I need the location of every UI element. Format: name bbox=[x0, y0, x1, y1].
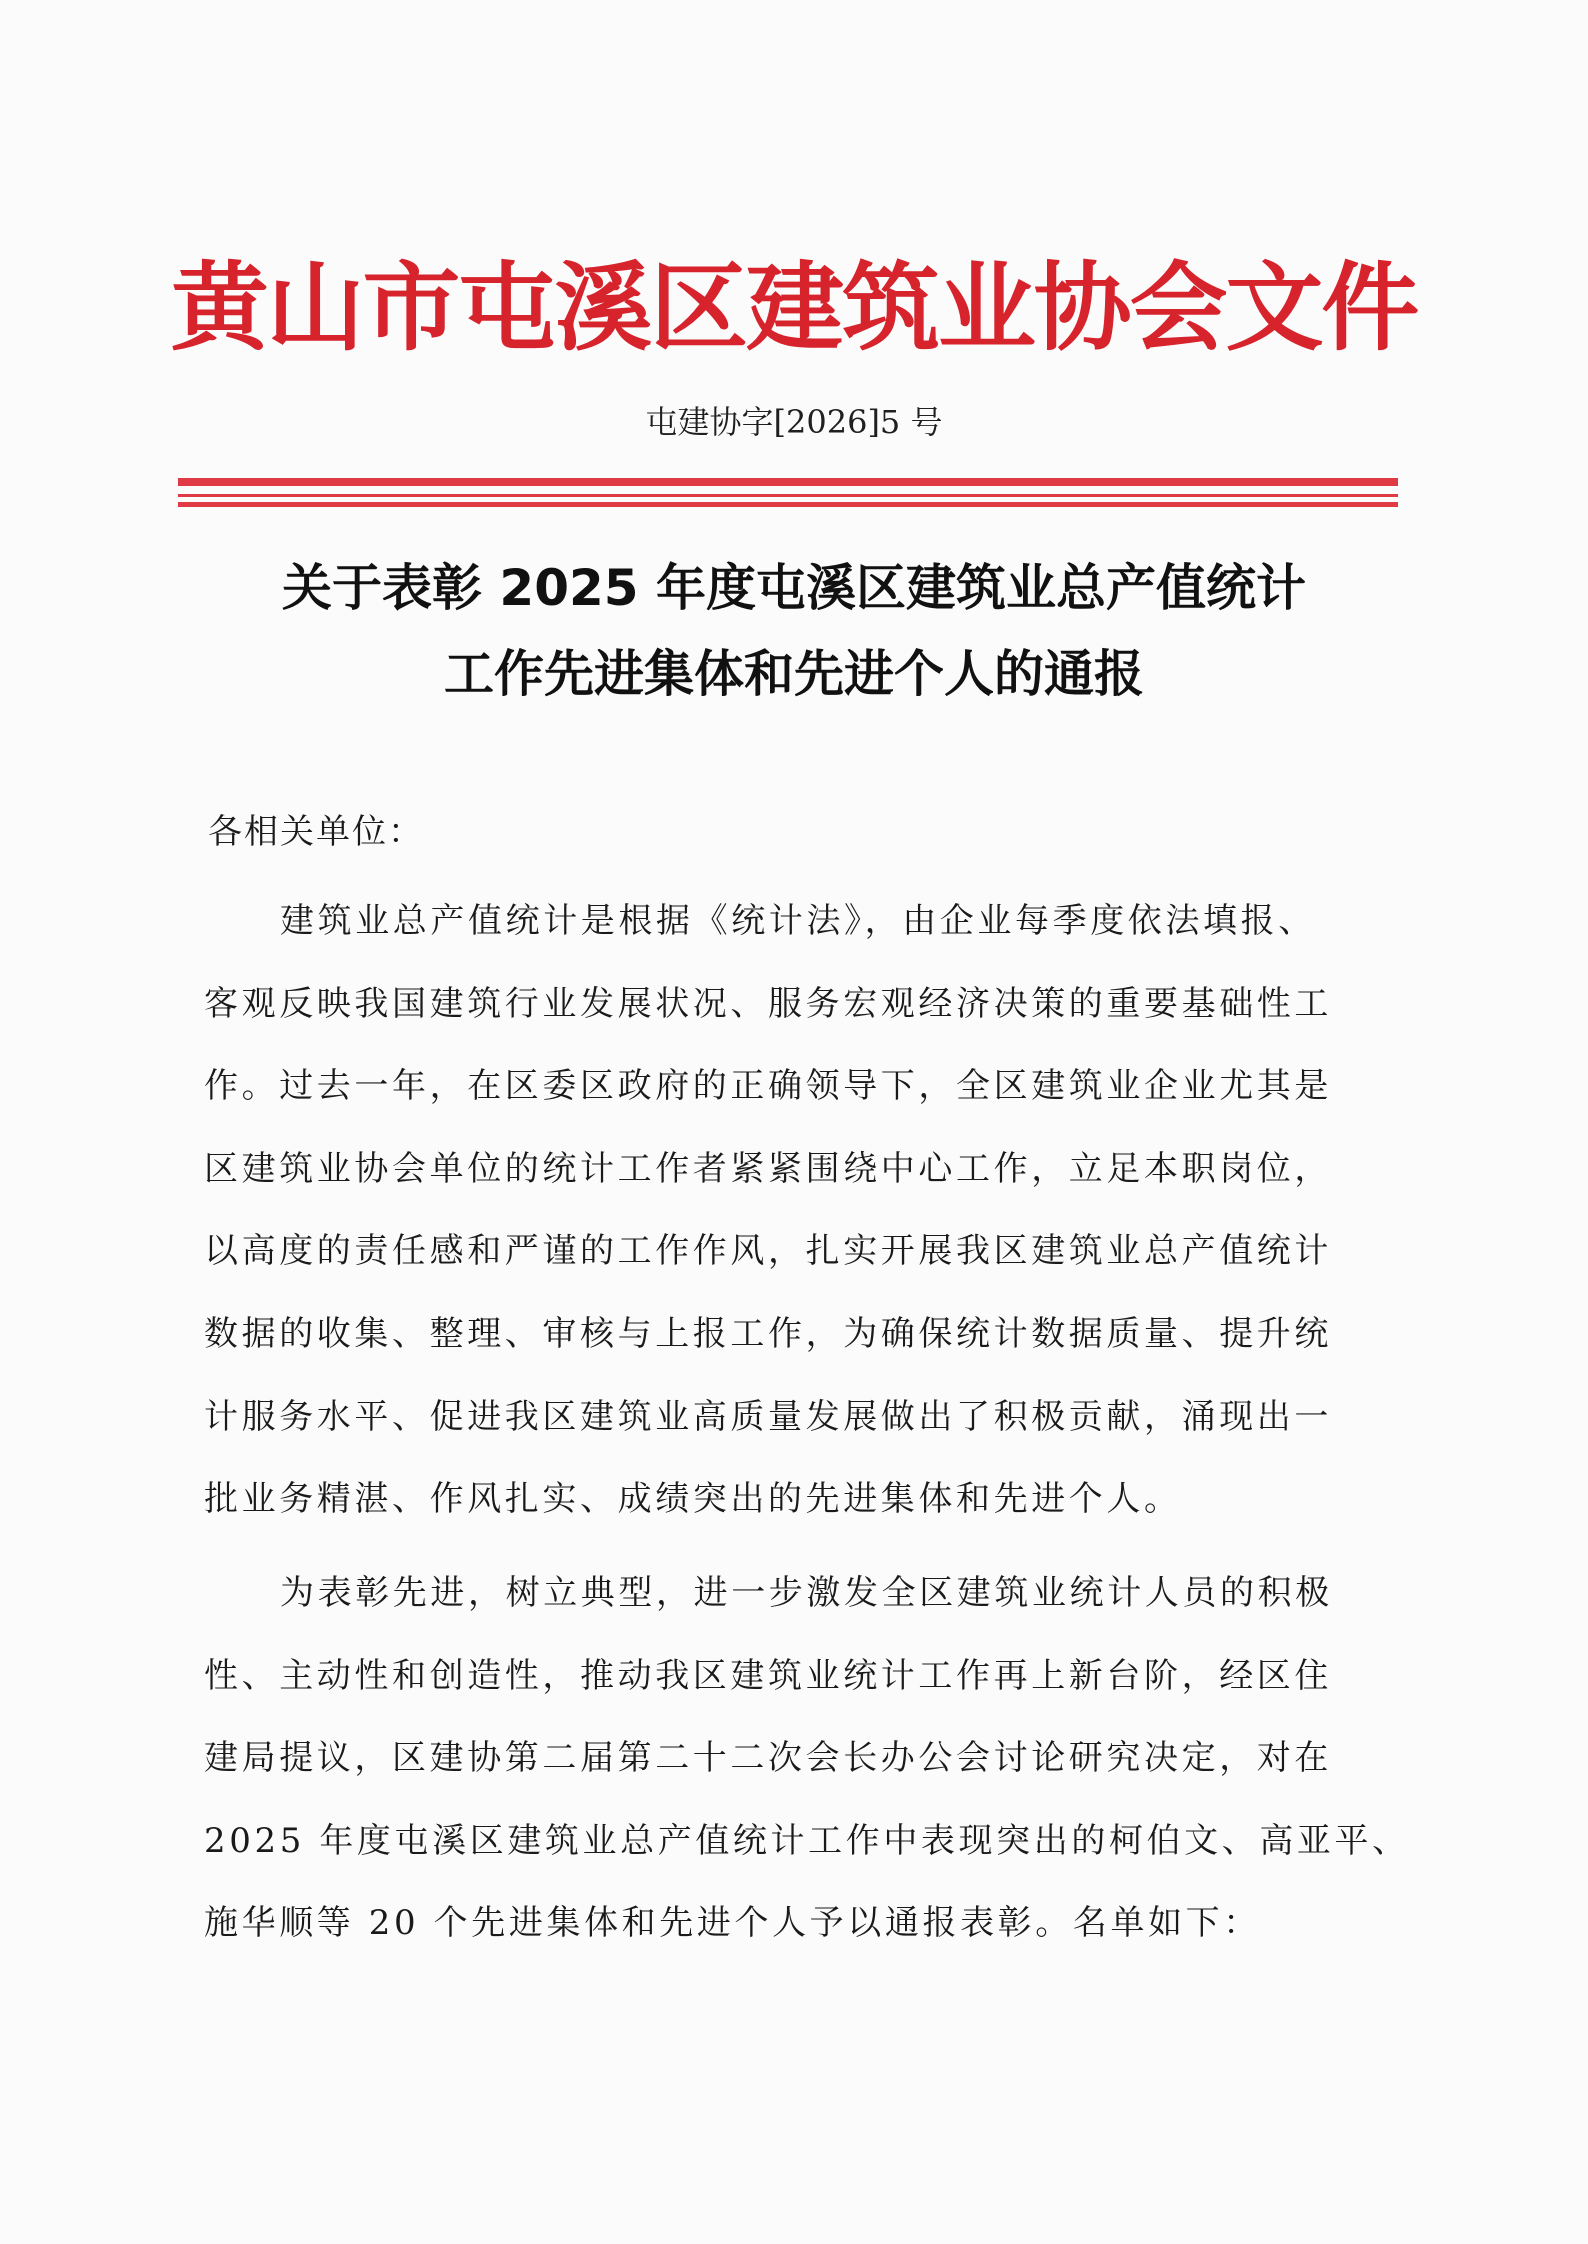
paragraph-line: 性、主动性和创造性，推动我区建筑业统计工作再上新台阶，经区住 bbox=[204, 1655, 1332, 1696]
red-separator-line bbox=[178, 478, 1398, 486]
red-separator-line bbox=[178, 494, 1398, 497]
paragraph-line: 客观反映我国建筑行业发展状况、服务宏观经济决策的重要基础性工 bbox=[204, 983, 1332, 1024]
paragraph-line: 批业务精湛、作风扎实、成绩突出的先进集体和先进个人。 bbox=[204, 1479, 1182, 1520]
document-number: 屯建协字[2026]5 号 bbox=[645, 403, 943, 441]
notice-title bbox=[0, 545, 1588, 717]
notice-title-line-2: 工作先进集体和先进个人的通报 bbox=[444, 645, 1144, 703]
paragraph-line: 施华顺等 20 个先进集体和先进个人予以通报表彰。名单如下： bbox=[204, 1903, 1261, 1944]
paragraph-line: 建筑业总产值统计是根据《统计法》，由企业每季度依法填报、 bbox=[280, 901, 1316, 941]
paragraph-1 bbox=[204, 880, 1422, 1541]
paragraph-line: 数据的收集、整理、审核与上报工作，为确保统计数据质量、提升统 bbox=[204, 1313, 1332, 1354]
paragraph-line: 以高度的责任感和严谨的工作作风，扎实开展我区建筑业总产值统计 bbox=[204, 1231, 1332, 1272]
org-header-title: 黄山市屯溪区建筑业协会文件 bbox=[170, 252, 1418, 364]
paragraph-line: 为表彰先进，树立典型，进一步激发全区建筑业统计人员的积极 bbox=[280, 1573, 1333, 1613]
red-separator-line bbox=[178, 502, 1398, 507]
paragraph-line: 2025 年度屯溪区建筑业总产值统计工作中表现突出的柯伯文、高亚平、 bbox=[204, 1820, 1410, 1861]
salutation: 各相关单位： bbox=[208, 812, 424, 852]
paragraph-2 bbox=[204, 1552, 1422, 1965]
paragraph-line: 计服务水平、促进我区建筑业高质量发展做出了积极贡献，涌现出一 bbox=[204, 1396, 1332, 1437]
paragraph-line: 建局提议，区建协第二届第二十二次会长办公会讨论研究决定，对在 bbox=[204, 1738, 1332, 1779]
paragraph-line: 作。过去一年，在区委区政府的正确领导下，全区建筑业企业尤其是 bbox=[204, 1066, 1332, 1107]
notice-title-line-1: 关于表彰 2025 年度屯溪区建筑业总产值统计 bbox=[282, 559, 1306, 617]
paragraph-line: 区建筑业协会单位的统计工作者紧紧围绕中心工作，立足本职岗位， bbox=[204, 1148, 1332, 1189]
